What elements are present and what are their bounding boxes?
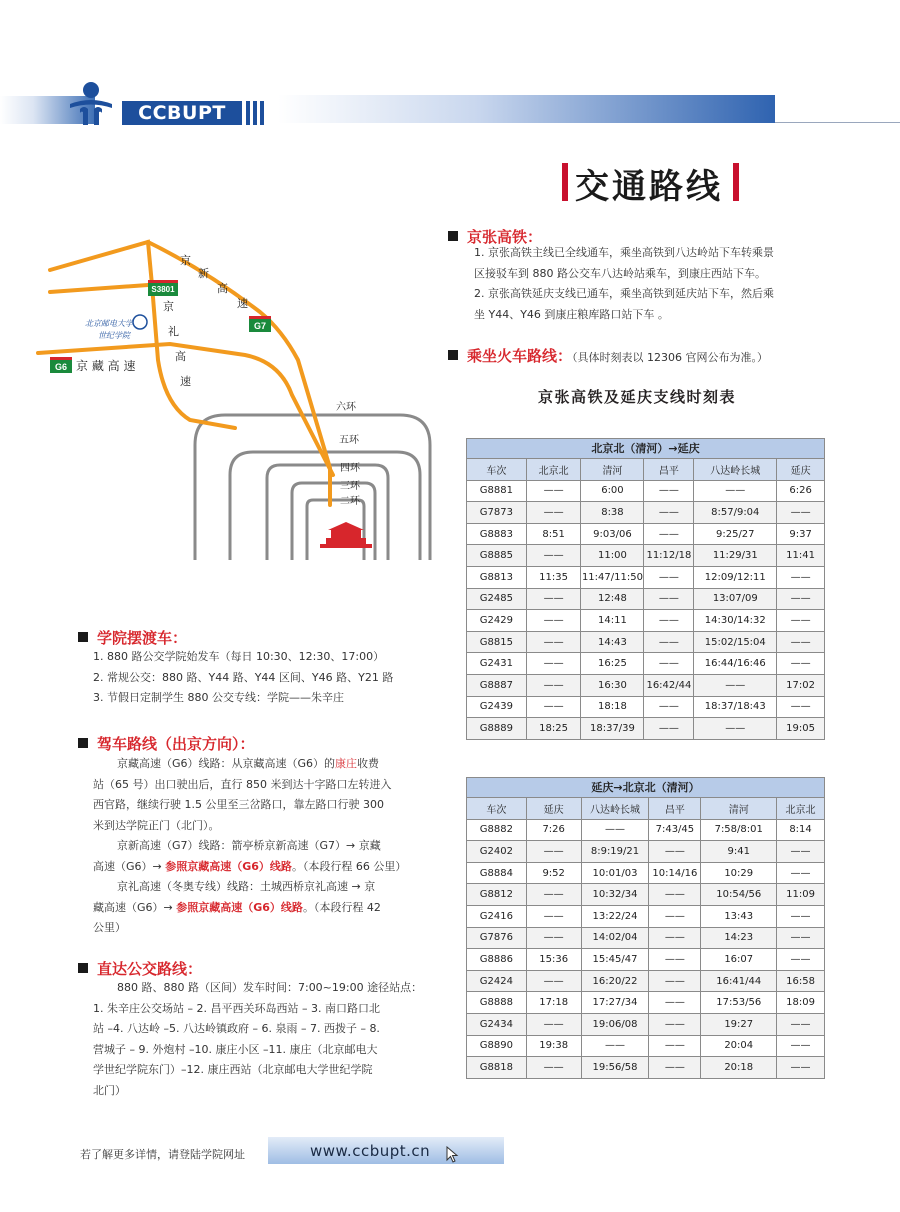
table-row	[467, 588, 825, 610]
table-cell: 16:30	[581, 674, 644, 696]
logo-stripes	[246, 101, 272, 125]
table-cell: 6:00	[581, 480, 644, 502]
table-cell: G2402	[467, 841, 527, 863]
table-cell: ——	[644, 653, 694, 675]
table-row	[467, 884, 825, 906]
table-row	[467, 718, 825, 740]
label-ring6: 六环	[336, 402, 356, 413]
table-cell: ——	[526, 927, 581, 949]
table-cell: 11:29/31	[694, 545, 777, 567]
label-jingxin-1: 新	[198, 267, 209, 280]
school-marker	[85, 315, 147, 340]
route-map	[30, 230, 450, 570]
table-cell: ——	[777, 502, 825, 524]
rail-line: 1. 京张高铁主线已全线通车，乘坐高铁到八达岭站下车转乘景	[474, 246, 774, 259]
table-cell: ——	[526, 674, 581, 696]
bus-heading: 直达公交路线：	[78, 958, 202, 979]
table-row	[467, 862, 825, 884]
table-cell: 8:14	[777, 819, 825, 841]
table-cell: 18:18	[581, 696, 644, 718]
table-cell: ——	[649, 841, 701, 863]
table-cell: ——	[526, 653, 581, 675]
column-header: 清河	[581, 459, 644, 481]
table-cell: 19:38	[526, 1035, 581, 1057]
column-header: 北京北	[526, 459, 581, 481]
label-jingxin-3: 速	[237, 297, 248, 310]
table-cell: ——	[581, 1035, 649, 1057]
train-heading: 乘坐火车路线：（具体时刻表以 12306 官网公布为准。）	[448, 345, 768, 366]
table-cell: G7876	[467, 927, 527, 949]
table-cell: 18:37/18:43	[694, 696, 777, 718]
table-cell: G8815	[467, 631, 527, 653]
table-cell: 17:53/56	[701, 992, 777, 1014]
website-link[interactable]: www.ccbupt.cn	[310, 1142, 431, 1160]
logo-wordmark: CCBUPT	[122, 101, 242, 125]
table-cell: ——	[526, 841, 581, 863]
column-header: 车次	[467, 459, 527, 481]
table-cell: ——	[526, 905, 581, 927]
table-cell: 9:37	[777, 523, 825, 545]
table-cell: 17:18	[526, 992, 581, 1014]
timetable-yanqing-to-beijing	[466, 777, 825, 1079]
table-row	[467, 610, 825, 632]
table-cell: 19:56/58	[581, 1057, 649, 1079]
table-row	[467, 1013, 825, 1035]
table-row	[467, 992, 825, 1014]
shuttle-heading: 学院摆渡车：	[78, 627, 187, 648]
table-row	[467, 480, 825, 502]
table-cell: 8:57/9:04	[694, 502, 777, 524]
table-cell: 7:58/8:01	[701, 819, 777, 841]
bullet-square-icon	[78, 632, 88, 642]
label-jingli-0: 京	[163, 300, 174, 313]
table-cell: 9:52	[526, 862, 581, 884]
table-cell: 19:06/08	[581, 1013, 649, 1035]
svg-text:G7: G7	[253, 321, 267, 331]
table-cell: ——	[526, 970, 581, 992]
table-cell: G8883	[467, 523, 527, 545]
table-cell: ——	[777, 927, 825, 949]
table-cell: G2439	[467, 696, 527, 718]
timetable-title: 京张高铁及延庆支线时刻表	[538, 388, 737, 406]
table-cell: G7873	[467, 502, 527, 524]
title-bar-right	[733, 163, 739, 201]
table-cell: 9:03/06	[581, 523, 644, 545]
table-cell: ——	[644, 588, 694, 610]
table-cell: ——	[644, 523, 694, 545]
table-cell: G8882	[467, 819, 527, 841]
rail-text	[474, 243, 874, 325]
table-cell: G8889	[467, 718, 527, 740]
table-row	[467, 674, 825, 696]
table-cell: 12:09/12:11	[694, 566, 777, 588]
table-cell: ——	[694, 718, 777, 740]
s3801-shield	[148, 280, 178, 296]
table-cell: 20:04	[701, 1035, 777, 1057]
table-cell: 14:02/04	[581, 927, 649, 949]
table-row	[467, 927, 825, 949]
table-cell: ——	[777, 949, 825, 971]
table-cell: G2416	[467, 905, 527, 927]
table-cell: 16:58	[777, 970, 825, 992]
table-cell: ——	[649, 1035, 701, 1057]
column-header: 北京北	[777, 798, 825, 820]
bullet-square-icon	[448, 350, 458, 360]
timetable-beijing-to-yanqing	[466, 438, 825, 740]
school-emblem-icon	[133, 315, 147, 329]
rail-heading: 京张高铁：	[448, 226, 542, 247]
table-cell: 16:25	[581, 653, 644, 675]
svg-text:S3801: S3801	[151, 285, 175, 294]
table-cell: ——	[649, 992, 701, 1014]
table-cell: G8812	[467, 884, 527, 906]
table-cell: ——	[644, 610, 694, 632]
bullet-square-icon	[448, 231, 458, 241]
table-cell: ——	[644, 502, 694, 524]
table-row	[467, 566, 825, 588]
table-row	[467, 1057, 825, 1079]
college-logo-icon	[66, 76, 116, 126]
table-cell: G8884	[467, 862, 527, 884]
shuttle-line: 3. 节假日定制学生 880 公交专线：学院——朱辛庄	[93, 691, 344, 704]
table-cell: 15:02/15:04	[694, 631, 777, 653]
table-cell: ——	[777, 841, 825, 863]
table-cell: 14:43	[581, 631, 644, 653]
table-row	[467, 1035, 825, 1057]
table-cell: 8:51	[526, 523, 581, 545]
table-cell: 16:41/44	[701, 970, 777, 992]
label-jingli-3: 速	[180, 375, 191, 388]
table-cell: 16:07	[701, 949, 777, 971]
column-header: 延庆	[777, 459, 825, 481]
table-cell: ——	[526, 545, 581, 567]
table-cell: G8890	[467, 1035, 527, 1057]
column-header: 昌平	[644, 459, 694, 481]
table-row	[467, 970, 825, 992]
table-cell: ——	[649, 1057, 701, 1079]
table-cell: 11:00	[581, 545, 644, 567]
g6-shield	[50, 357, 72, 373]
table-cell: 10:14/16	[649, 862, 701, 884]
label-jingxin-2: 高	[217, 282, 228, 295]
table-cell: 18:25	[526, 718, 581, 740]
bullet-square-icon	[78, 738, 88, 748]
table-cell: 7:26	[526, 819, 581, 841]
g7-shield	[249, 316, 271, 332]
table-cell: ——	[526, 1057, 581, 1079]
table-cell: 9:25/27	[694, 523, 777, 545]
table-cell: 11:47/11:50	[581, 566, 644, 588]
table-cell: G2485	[467, 588, 527, 610]
label-jingzang: 京 藏 高 速	[76, 359, 136, 373]
table-cell: ——	[777, 862, 825, 884]
table-cell: ——	[526, 1013, 581, 1035]
table-cell: ——	[526, 588, 581, 610]
table-cell: ——	[526, 610, 581, 632]
school-name-line2: 世纪学院	[98, 331, 130, 340]
table-cell: 9:41	[701, 841, 777, 863]
table-cell: 13:22/24	[581, 905, 649, 927]
table-cell: 11:35	[526, 566, 581, 588]
table-row	[467, 502, 825, 524]
table-cell: ——	[526, 502, 581, 524]
table-row	[467, 819, 825, 841]
school-name-line1: 北京邮电大学	[85, 319, 133, 328]
table-cell: 16:44/16:46	[694, 653, 777, 675]
table-cell: ——	[694, 674, 777, 696]
table-cell: 7:43/45	[649, 819, 701, 841]
table-cell: ——	[649, 905, 701, 927]
table-cell: ——	[777, 1057, 825, 1079]
table-cell: G8881	[467, 480, 527, 502]
table-row	[467, 841, 825, 863]
table-cell: 8:9:19/21	[581, 841, 649, 863]
bullet-square-icon	[78, 963, 88, 973]
table-row	[467, 949, 825, 971]
column-header: 清河	[701, 798, 777, 820]
table-cell: G8887	[467, 674, 527, 696]
driving-text: 京藏高速（G6）线路：从京藏高速（G6）的康庄收费 站（65 号）出口驶出后，直行 850 米到达十字路口左转进入 西官路，继续行驶 1.5 公里至三岔路口，靠左路口行驶 300 米到达学院正门（北门）。 京新高速（G7）线路：箭亭桥京新高速（G7）→ 京藏 高速（G6）→ 参照京藏高速（G6）线路。（本段行程 66 公里） 京礼高速（冬奥专线）线路：土城西桥京礼高速 → 京 藏高速（G6）→ 参照京藏高速（G6）线路。（本段行程 42 公里）	[93, 757, 407, 934]
table-cell: ——	[777, 631, 825, 653]
table-cell: 18:37/39	[581, 718, 644, 740]
column-header: 延庆	[526, 798, 581, 820]
table-cell: 13:07/09	[694, 588, 777, 610]
table-cell: 6:26	[777, 480, 825, 502]
table-cell: 19:27	[701, 1013, 777, 1035]
shuttle-text	[93, 647, 433, 709]
table-cell: ——	[649, 927, 701, 949]
train-note: （具体时刻表以 12306 官网公布为准。）	[572, 351, 769, 364]
title-bar-left	[562, 163, 568, 201]
table-caption: 延庆→北京北（清河）	[466, 777, 825, 797]
table-cell: ——	[777, 588, 825, 610]
table-cell: 10:54/56	[701, 884, 777, 906]
table-row	[467, 905, 825, 927]
table-cell: ——	[777, 905, 825, 927]
table-cell: 14:30/14:32	[694, 610, 777, 632]
table-cell: 11:12/18	[644, 545, 694, 567]
ring-5	[230, 452, 420, 560]
table-row	[467, 631, 825, 653]
rail-line: 坐 Y44、Y46 到康庄粮库路口站下车 。	[474, 307, 669, 321]
table-cell: 17:27/34	[581, 992, 649, 1014]
column-header: 八达岭长城	[581, 798, 649, 820]
shuttle-line: 2. 常规公交：880 路、Y44 路、Y44 区间、Y46 路、Y21 路	[93, 670, 394, 684]
table-cell: G2434	[467, 1013, 527, 1035]
table-row	[467, 523, 825, 545]
table-cell: 20:18	[701, 1057, 777, 1079]
table-cell: 15:36	[526, 949, 581, 971]
table-cell: ——	[644, 718, 694, 740]
table-cell: 18:09	[777, 992, 825, 1014]
table-cell: 15:45/47	[581, 949, 649, 971]
label-jingli-1: 礼	[168, 325, 179, 338]
bus-text: 880 路、880 路（区间）发车时间：7:00~19:00 途径站点： 1. 朱辛庄公交场站 – 2. 昌平西关环岛西站 – 3. 南口路口北 站 –4. 八达岭 –5. 八达岭镇政府 – 6. 泉雨 – 7. 西拨子 – 8. 营城子 – 9. 外炮村 –10. 康庄小区 –11. 康庄（北京邮电大 学世纪学院东门）–12. 康庄西站（北京邮电大学世纪学院 北门）	[93, 981, 423, 1097]
label-jingxin-0: 京	[180, 254, 191, 267]
driving-heading: 驾车路线（出京方向）：	[78, 733, 255, 754]
table-cell: ——	[777, 1035, 825, 1057]
table-cell: 10:29	[701, 862, 777, 884]
page-title: 交通路线	[575, 167, 723, 207]
table-cell: 16:42/44	[644, 674, 694, 696]
table-row	[467, 696, 825, 718]
column-header: 昌平	[649, 798, 701, 820]
table-cell: ——	[777, 653, 825, 675]
table-cell: G8888	[467, 992, 527, 1014]
table-cell: ——	[777, 610, 825, 632]
table-row	[467, 653, 825, 675]
table-cell: ——	[526, 884, 581, 906]
table-cell: 13:43	[701, 905, 777, 927]
table-cell: ——	[644, 696, 694, 718]
table-caption: 北京北（清河）→延庆	[466, 438, 825, 458]
table-cell: 14:23	[701, 927, 777, 949]
table-cell: 16:20/22	[581, 970, 649, 992]
table-cell: G8813	[467, 566, 527, 588]
table-cell: ——	[649, 949, 701, 971]
label-ring3: 三环	[340, 481, 360, 492]
label-ring2: 二环	[340, 496, 360, 507]
table-cell: ——	[777, 1013, 825, 1035]
table-cell: ——	[649, 884, 701, 906]
table-cell: 11:41	[777, 545, 825, 567]
table-cell: ——	[649, 1013, 701, 1035]
table-cell: 17:02	[777, 674, 825, 696]
rail-line: 区接驳车到 880 路公交车八达岭站乘车，到康庄西站下车。	[474, 266, 766, 280]
table-cell: ——	[526, 480, 581, 502]
label-jingli-2: 高	[175, 350, 186, 363]
table-cell: G8885	[467, 545, 527, 567]
table-cell: 10:01/03	[581, 862, 649, 884]
cursor-arrow-icon	[445, 1146, 461, 1164]
table-cell: ——	[526, 631, 581, 653]
table-cell: ——	[694, 480, 777, 502]
table-cell: G8886	[467, 949, 527, 971]
column-header: 八达岭长城	[694, 459, 777, 481]
label-ring4: 四环	[340, 463, 360, 474]
rail-line: 2. 京张高铁延庆支线已通车，乘坐高铁到延庆站下车，然后乘	[474, 287, 774, 300]
table-cell: ——	[777, 566, 825, 588]
table-cell: G2429	[467, 610, 527, 632]
table-cell: 19:05	[777, 718, 825, 740]
table-cell: 8:38	[581, 502, 644, 524]
table-cell: ——	[644, 631, 694, 653]
table-cell: 12:48	[581, 588, 644, 610]
shuttle-line: 1. 880 路公交学院始发车（每日 10:30、12:30、17:00）	[93, 650, 385, 663]
table-cell: ——	[644, 480, 694, 502]
table-row	[467, 545, 825, 567]
table-cell: G2431	[467, 653, 527, 675]
svg-text:G6: G6	[54, 362, 68, 372]
table-cell: ——	[526, 696, 581, 718]
table-cell: G8818	[467, 1057, 527, 1079]
table-cell: 11:09	[777, 884, 825, 906]
footer-prompt: 若了解更多详情，请登陆学院网址	[80, 1148, 245, 1161]
header-band-right	[278, 95, 775, 123]
table-cell: ——	[581, 819, 649, 841]
table-cell: ——	[649, 970, 701, 992]
road-left	[50, 285, 148, 292]
table-cell: 14:11	[581, 610, 644, 632]
table-cell: G2424	[467, 970, 527, 992]
label-ring5: 五环	[339, 435, 359, 446]
table-cell: ——	[644, 566, 694, 588]
column-header: 车次	[467, 798, 527, 820]
header-rule	[775, 122, 900, 123]
table-cell: 10:32/34	[581, 884, 649, 906]
table-cell: ——	[777, 696, 825, 718]
